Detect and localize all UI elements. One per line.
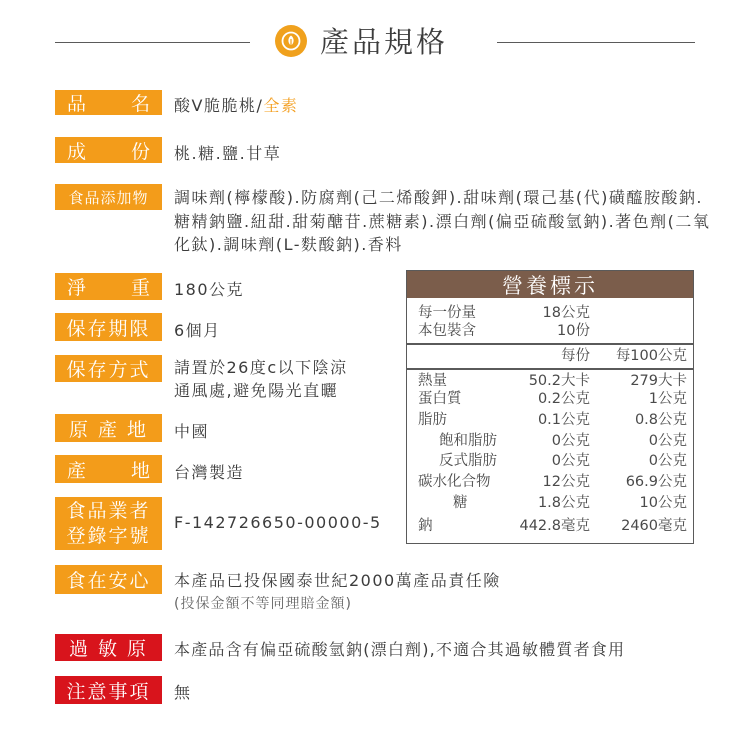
label-registration: 食品業者 登錄字號 <box>55 497 162 550</box>
nutrient-row: 脂肪 0.1公克 0.8公克 <box>418 412 687 428</box>
product-name-value: 酸V脆脆桃/全素 <box>174 96 299 115</box>
safety-value: 本產品已投保國泰世紀2000萬產品責任險 <box>174 571 501 590</box>
label-safety: 食在安心 <box>55 565 162 594</box>
storage-value-line1: 請置於26度c以下陰涼 <box>174 358 348 377</box>
ingredients-value: 桃.糖.鹽.甘草 <box>174 144 282 163</box>
producer-value: 台灣製造 <box>174 463 245 482</box>
label-producer: 產 地 <box>55 455 162 483</box>
column-header-row: 每份 每100公克 <box>561 348 687 364</box>
allergen-value: 本產品含有偏亞硫酸氫鈉(漂白劑),不適合其過敏體質者食用 <box>174 640 626 659</box>
servings-row: 本包裝含 10份 <box>418 323 590 339</box>
leaf-icon <box>275 25 307 57</box>
label-additives: 食品添加物 <box>55 184 162 210</box>
label-notice: 注意事項 <box>55 676 162 704</box>
storage-value-line2: 通風處,避免陽光直曬 <box>174 381 339 400</box>
nutrition-title: 營養標示 <box>407 271 693 298</box>
label-net-weight: 淨 重 <box>55 273 162 300</box>
nutrient-row: 鈉 442.8毫克 2460毫克 <box>418 518 687 534</box>
origin-value: 中國 <box>174 422 210 441</box>
label-ingredients: 成 份 <box>55 137 162 163</box>
net-weight-value: 180公克 <box>174 280 245 299</box>
label-storage: 保存方式 <box>55 355 162 382</box>
nutrient-row: 反式脂肪 0公克 0公克 <box>439 453 687 469</box>
nutrient-row: 熱量 50.2大卡 279大卡 <box>418 373 687 389</box>
additives-value: 調味劑(檸檬酸).防腐劑(己二烯酸鉀).甜味劑(環己基(代)磺醯胺酸鈉.糖精鈉鹽.紐甜.甜菊醣苷.蔗糖素).漂白劑(偏亞硫酸氫鈉).著色劑(二氧化鈦).調味劑(L-麩酸鈉).香料 <box>174 188 711 254</box>
nutrition-table <box>406 270 694 544</box>
label-product-name: 品 名 <box>55 90 162 115</box>
registration-value: F-142726650-00000-5 <box>174 513 382 532</box>
table-divider <box>407 343 693 345</box>
nutrient-row: 糖 1.8公克 10公克 <box>453 495 687 511</box>
serving-size-row: 每一份量 18公克 <box>418 305 590 321</box>
label-shelf-life: 保存期限 <box>55 313 162 341</box>
nutrient-row: 碳水化合物 12公克 66.9公克 <box>418 474 687 490</box>
notice-value: 無 <box>174 683 192 702</box>
nutrient-row: 飽和脂肪 0公克 0公克 <box>439 433 687 449</box>
header-rule-right <box>497 42 695 43</box>
page-title: 產品規格 <box>320 25 449 59</box>
shelf-life-value: 6個月 <box>174 321 221 340</box>
label-origin: 原 產 地 <box>55 414 162 442</box>
table-divider <box>407 368 693 370</box>
header-rule-left <box>55 42 250 43</box>
nutrient-row: 蛋白質 0.2公克 1公克 <box>418 391 687 407</box>
label-allergen: 過 敏 原 <box>55 634 162 661</box>
safety-subnote: (投保金額不等同理賠金額) <box>174 596 352 612</box>
vegan-highlight: 全素 <box>263 96 299 115</box>
